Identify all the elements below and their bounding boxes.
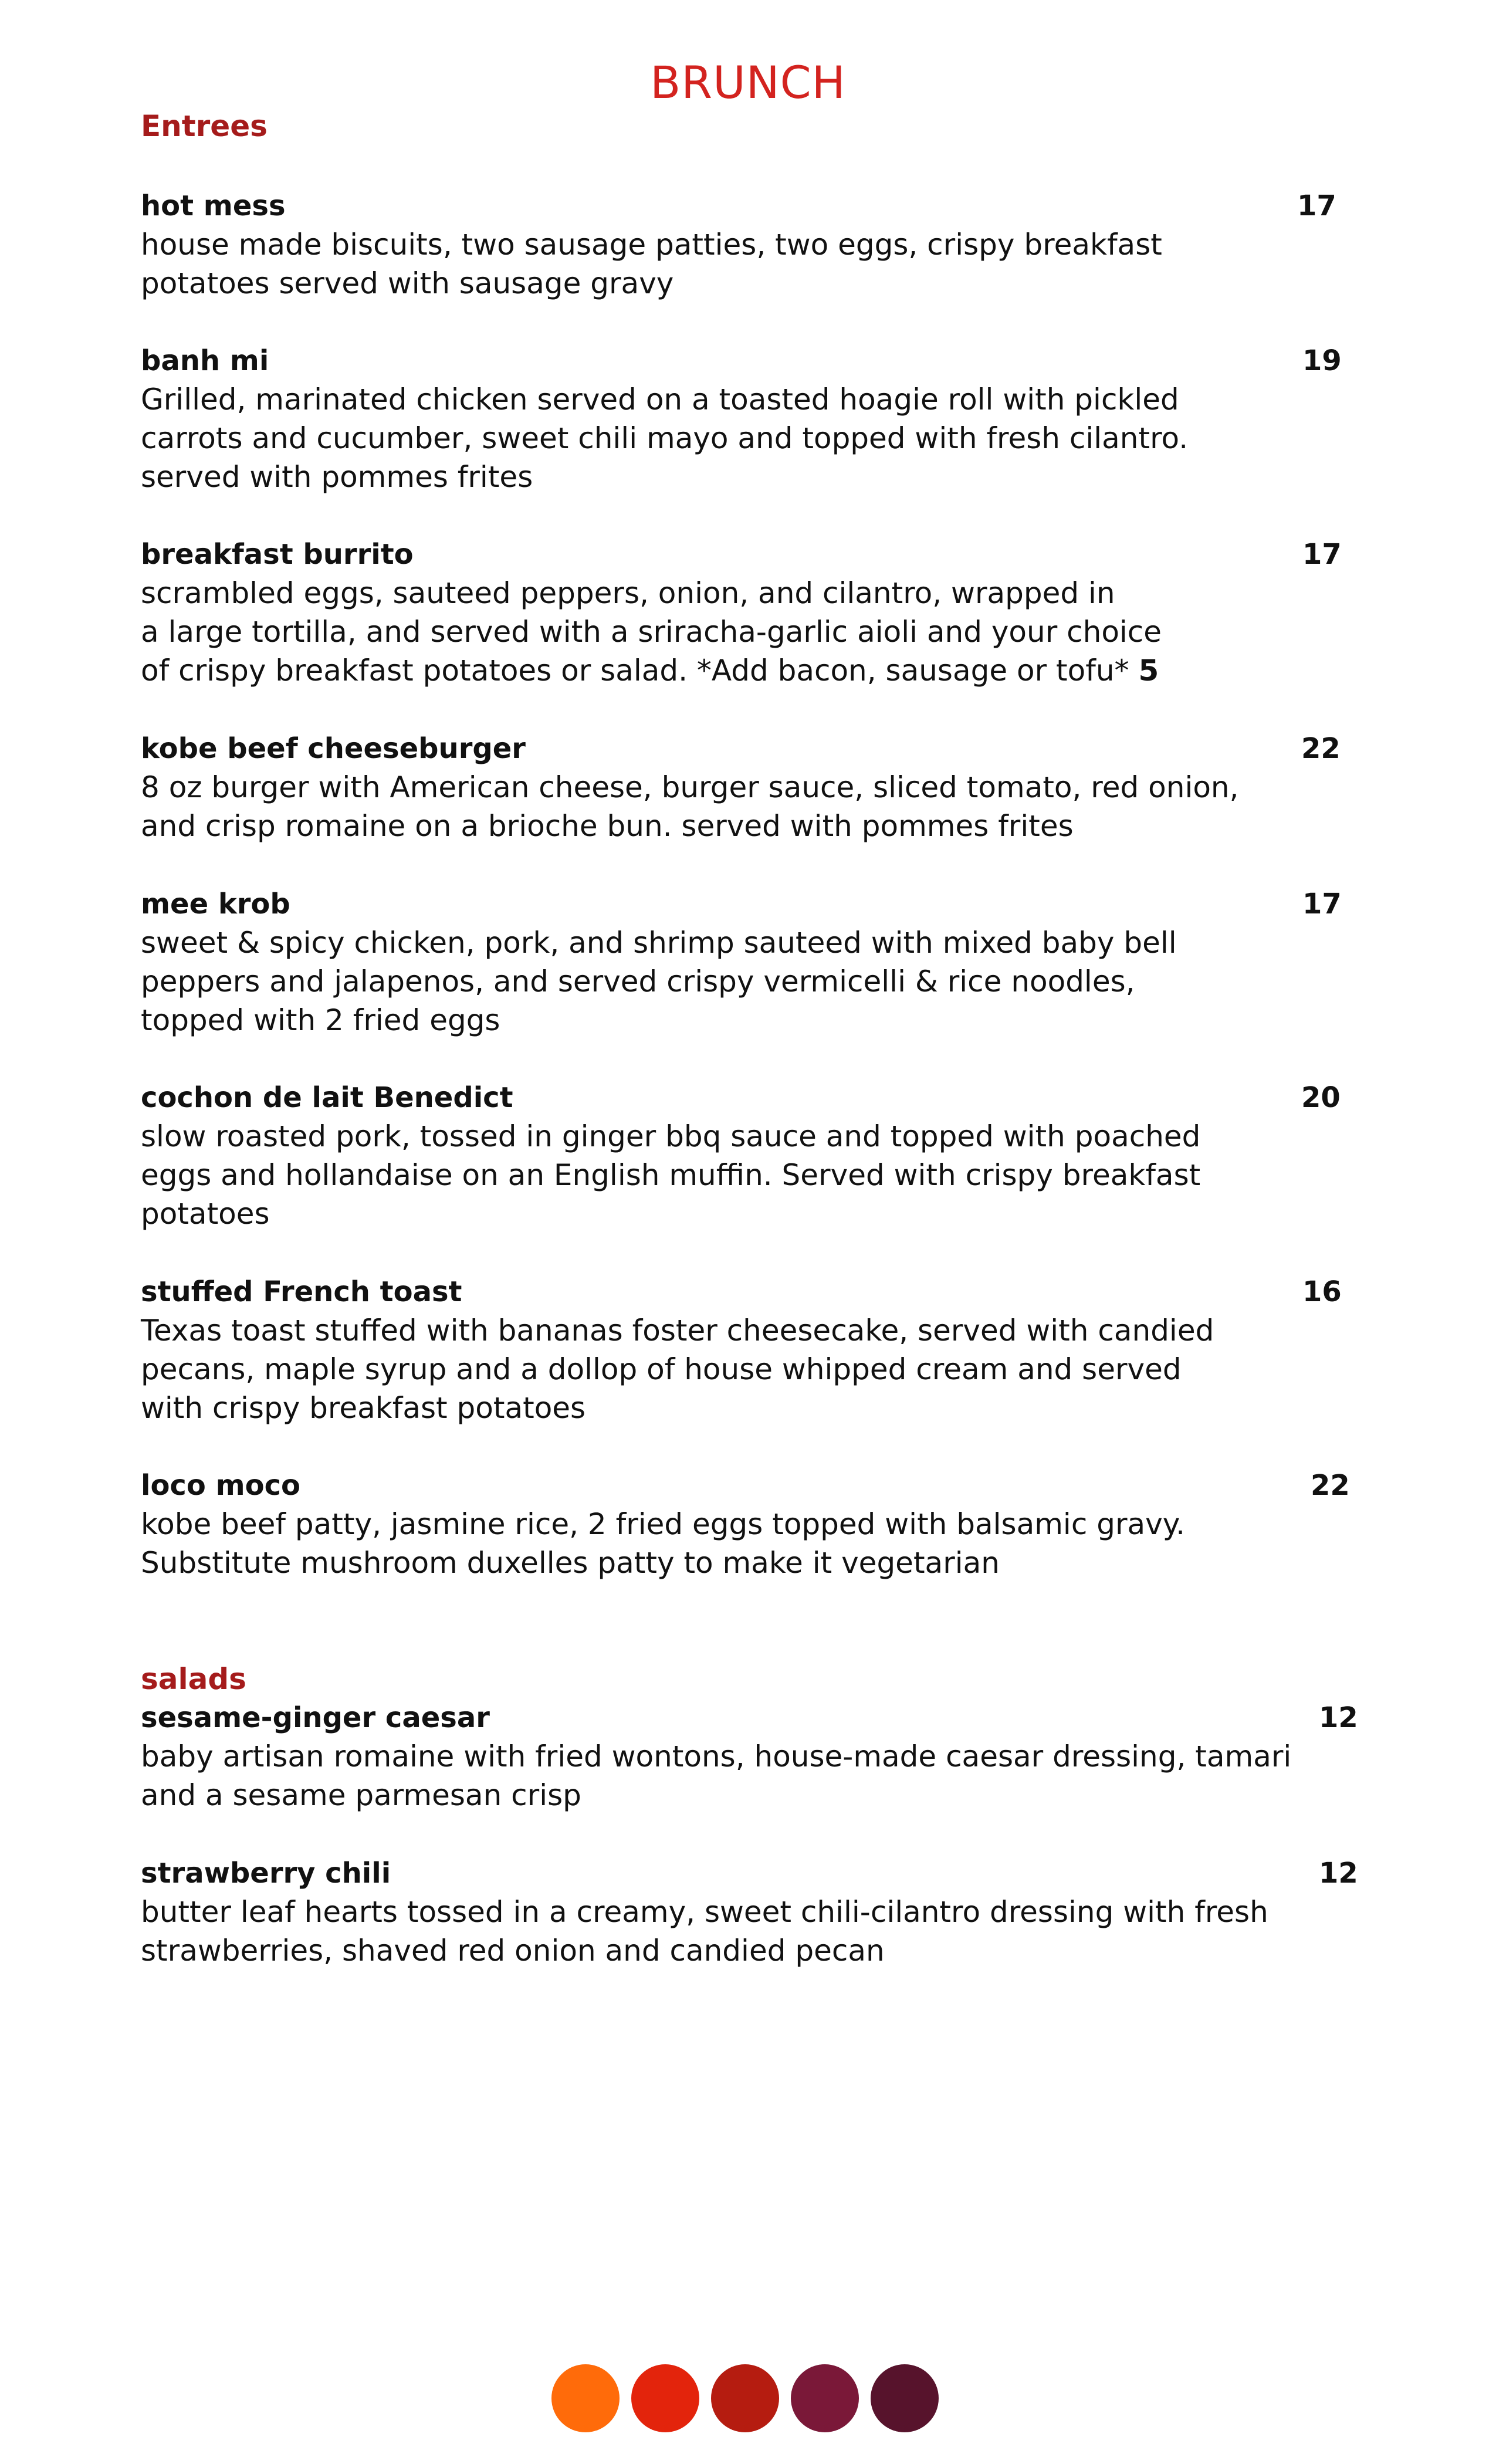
menu-item-hot-mess bbox=[141, 187, 1373, 303]
section-heading-salads: salads bbox=[141, 1662, 246, 1696]
item-description-line: and a sesame parmesan crisp bbox=[141, 1778, 581, 1812]
item-name: cochon de lait Benedict bbox=[141, 1081, 513, 1114]
item-description-line: served with pommes frites bbox=[141, 460, 533, 494]
item-description-line: pecans, maple syrup and a dollop of house whipped cream and served bbox=[141, 1352, 1182, 1386]
item-price: 20 bbox=[1301, 1081, 1341, 1114]
menu-item-sesame-ginger-caesar bbox=[141, 1698, 1373, 1815]
addon-price: 5 bbox=[1138, 654, 1159, 688]
brand-dot bbox=[631, 2364, 699, 2432]
item-description-line: 8 oz burger with American cheese, burger sauce, sliced tomato, red onion, bbox=[141, 770, 1239, 804]
item-price: 16 bbox=[1302, 1275, 1342, 1308]
menu-item-stuffed-french-toast bbox=[141, 1272, 1373, 1427]
item-description-line: with crispy breakfast potatoes bbox=[141, 1391, 586, 1425]
item-description-line: Grilled, marinated chicken served on a toasted hoagie roll with pickled bbox=[141, 383, 1179, 417]
item-description-line: eggs and hollandaise on an English muffin. Served with crispy breakfast bbox=[141, 1158, 1201, 1192]
item-price: 17 bbox=[1302, 538, 1342, 571]
item-description-line: Texas toast stuffed with bananas foster cheesecake, served with candied bbox=[141, 1314, 1214, 1348]
item-description-line: butter leaf hearts tossed in a creamy, sweet chili-cilantro dressing with fresh bbox=[141, 1895, 1268, 1929]
menu-item-cochon-de-lait-benedict bbox=[141, 1078, 1373, 1233]
item-name: sesame-ginger caesar bbox=[141, 1701, 490, 1734]
menu-item-breakfast-burrito bbox=[141, 535, 1373, 690]
item-name: strawberry chili bbox=[141, 1857, 391, 1890]
menu-item-mee-krob bbox=[141, 885, 1373, 1040]
item-name: loco moco bbox=[141, 1469, 300, 1502]
item-description-line: baby artisan romaine with fried wontons, house-made caesar dressing, tamari bbox=[141, 1739, 1292, 1773]
item-description-line: topped with 2 fried eggs bbox=[141, 1003, 500, 1037]
item-description-text: of crispy breakfast potatoes or salad. *Add bacon, sausage or tofu* bbox=[141, 654, 1129, 688]
item-name: hot mess bbox=[141, 189, 286, 222]
item-name: mee krob bbox=[141, 888, 290, 920]
item-description-line: slow roasted pork, tossed in ginger bbq sauce and topped with poached bbox=[141, 1119, 1201, 1153]
menu-item-kobe-beef-cheeseburger bbox=[141, 729, 1373, 845]
item-name: stuffed French toast bbox=[141, 1275, 462, 1308]
item-price: 12 bbox=[1319, 1857, 1358, 1890]
brand-dot bbox=[871, 2364, 939, 2432]
menu-item-strawberry-chili bbox=[141, 1854, 1373, 1970]
item-description-line: a large tortilla, and served with a sriracha-garlic aioli and your choice bbox=[141, 615, 1162, 649]
item-description-line: scrambled eggs, sauteed peppers, onion, and cilantro, wrapped in bbox=[141, 576, 1115, 610]
item-name: breakfast burrito bbox=[141, 538, 414, 571]
section-heading-entrees: Entrees bbox=[141, 109, 268, 143]
item-description-line: peppers and jalapenos, and served crispy vermicelli & rice noodles, bbox=[141, 964, 1135, 999]
item-description-line: strawberries, shaved red onion and candied pecan bbox=[141, 1934, 885, 1968]
item-price: 22 bbox=[1301, 732, 1341, 765]
item-price: 12 bbox=[1319, 1701, 1358, 1734]
item-price: 19 bbox=[1302, 344, 1342, 377]
menu-item-banh-mi bbox=[141, 341, 1373, 496]
item-description-line: kobe beef patty, jasmine rice, 2 fried eggs topped with balsamic gravy. bbox=[141, 1507, 1186, 1541]
item-description-line bbox=[141, 651, 1373, 690]
item-description-line: Substitute mushroom duxelles patty to make it vegetarian bbox=[141, 1546, 1000, 1580]
brand-dot bbox=[711, 2364, 779, 2432]
item-description-line: carrots and cucumber, sweet chili mayo and topped with fresh cilantro. bbox=[141, 421, 1189, 455]
item-description-line: sweet & spicy chicken, pork, and shrimp sauteed with mixed baby bell bbox=[141, 926, 1177, 960]
item-price: 22 bbox=[1311, 1469, 1350, 1502]
item-price: 17 bbox=[1302, 888, 1342, 920]
item-price: 17 bbox=[1297, 189, 1336, 222]
brand-dots bbox=[551, 2364, 945, 2435]
item-description-line: house made biscuits, two sausage patties, two eggs, crispy breakfast bbox=[141, 228, 1162, 262]
brand-dot bbox=[791, 2364, 859, 2432]
brand-dot bbox=[551, 2364, 620, 2432]
item-name: banh mi bbox=[141, 344, 269, 377]
page-title: BRUNCH bbox=[650, 56, 846, 109]
item-description-line: potatoes served with sausage gravy bbox=[141, 266, 674, 300]
item-description-line: potatoes bbox=[141, 1197, 270, 1231]
menu-item-loco-moco bbox=[141, 1466, 1373, 1582]
item-description-line: and crisp romaine on a brioche bun. served with pommes frites bbox=[141, 809, 1074, 843]
item-name: kobe beef cheeseburger bbox=[141, 732, 526, 765]
